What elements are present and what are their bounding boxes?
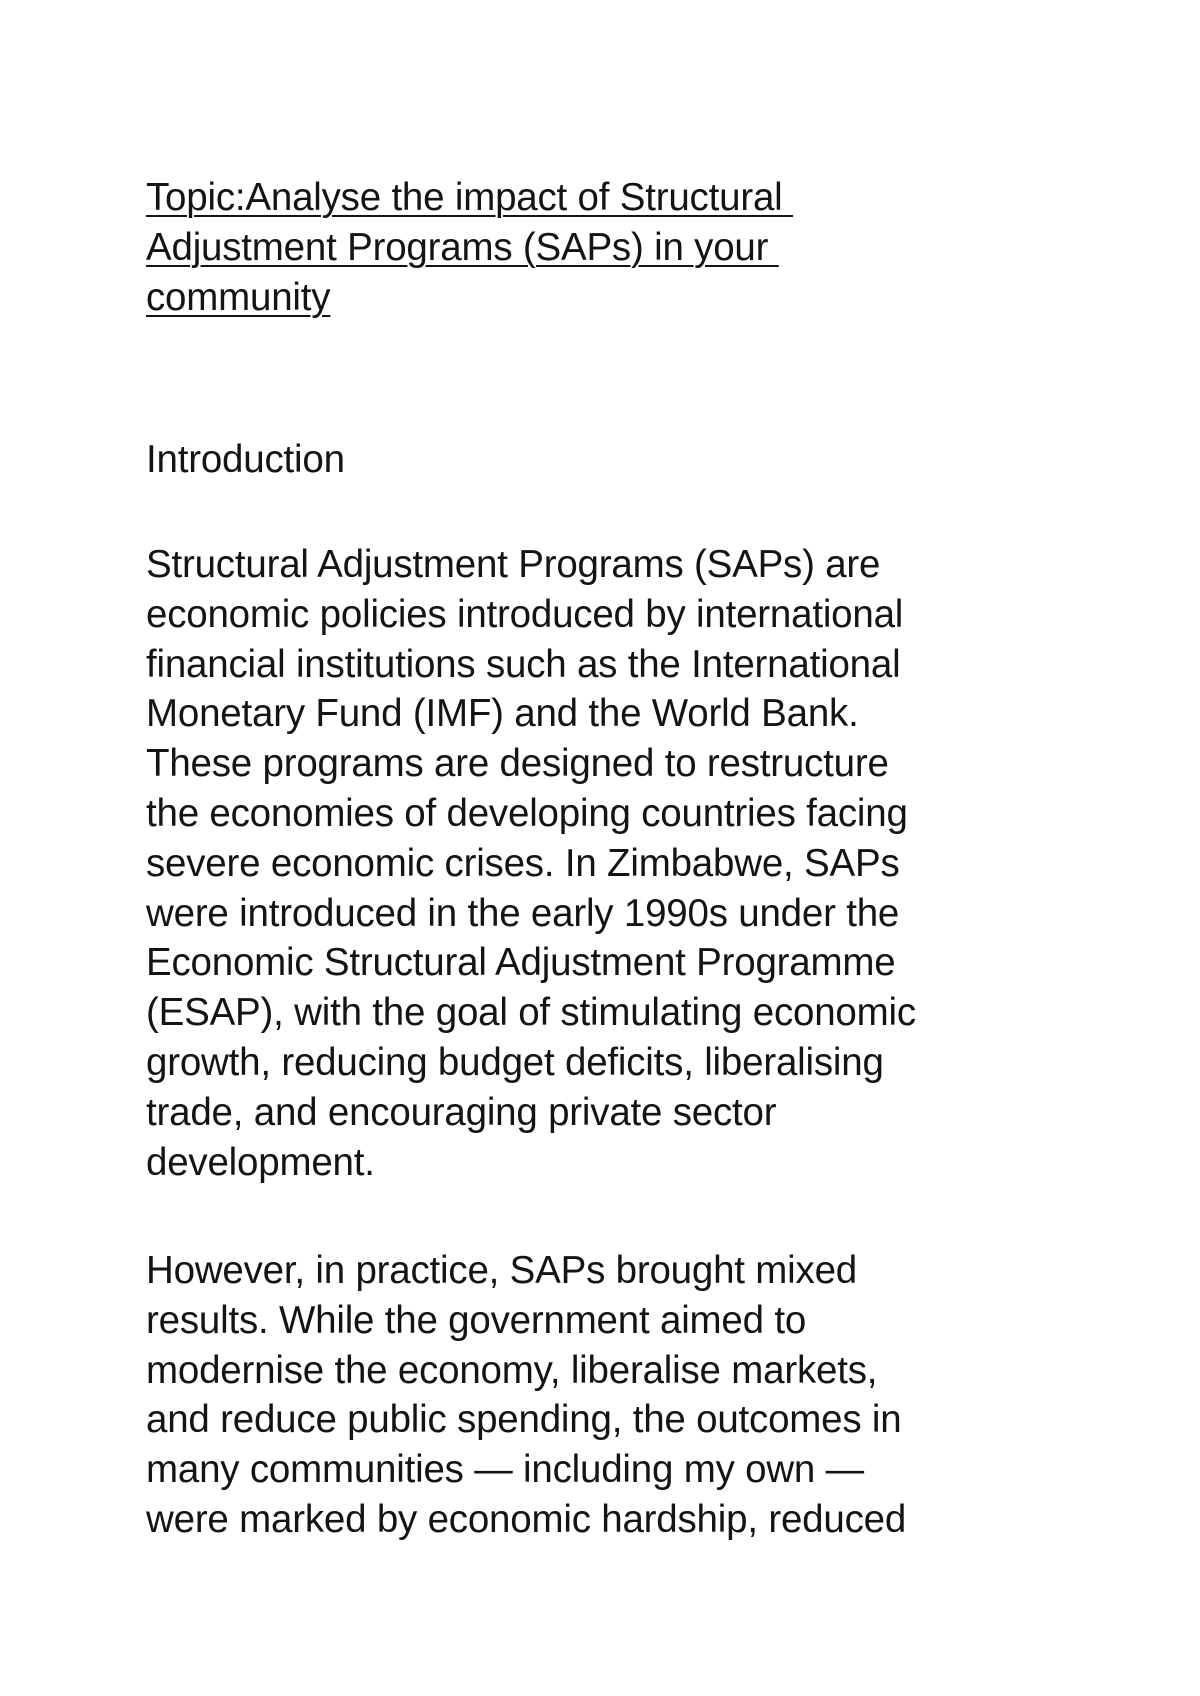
paragraph-line: Monetary Fund (IMF) and the World Bank. xyxy=(146,692,859,736)
paragraph-line: development. xyxy=(146,1140,375,1184)
paragraph-line: (ESAP), with the goal of stimulating economic xyxy=(146,991,916,1035)
paragraph-line: results. While the government aimed to xyxy=(146,1298,807,1342)
introduction-heading xyxy=(146,435,1076,485)
topic-line: Topic:Analyse the impact of Structural xyxy=(146,176,794,219)
topic-heading xyxy=(146,173,1076,322)
paragraph-line: growth, reducing budget deficits, liberalising xyxy=(146,1040,884,1084)
paragraph-line: were marked by economic hardship, reduced xyxy=(146,1497,907,1541)
topic-line: Adjustment Programs (SAPs) in your xyxy=(146,225,779,269)
paragraph-line: However, in practice, SAPs brought mixed xyxy=(146,1249,857,1292)
paragraph-line: financial institutions such as the International xyxy=(146,642,901,686)
paragraph-line: the economies of developing countries facing xyxy=(146,791,908,835)
paragraph-line: were introduced in the early 1990s under the xyxy=(146,891,900,935)
paragraph-line: economic policies introduced by international xyxy=(146,592,904,636)
paragraph-line: modernise the economy, liberalise markets, xyxy=(146,1348,878,1392)
paragraph-line: trade, and encouraging private sector xyxy=(146,1090,777,1134)
paragraph-line: Structural Adjustment Programs (SAPs) are xyxy=(146,543,881,586)
paragraph-line: and reduce public spending, the outcomes in xyxy=(146,1398,902,1442)
paragraph-2 xyxy=(146,1246,1076,1545)
paragraph-1 xyxy=(146,540,1076,1187)
paragraph-line: These programs are designed to restructure xyxy=(146,742,889,786)
introduction-heading-text: Introduction xyxy=(146,438,345,481)
paragraph-line: many communities — including my own — xyxy=(146,1448,864,1492)
paragraph-line: Economic Structural Adjustment Programme xyxy=(146,941,896,985)
topic-line: community xyxy=(146,275,331,319)
paragraph-line: severe economic crises. In Zimbabwe, SAPs xyxy=(146,841,900,885)
